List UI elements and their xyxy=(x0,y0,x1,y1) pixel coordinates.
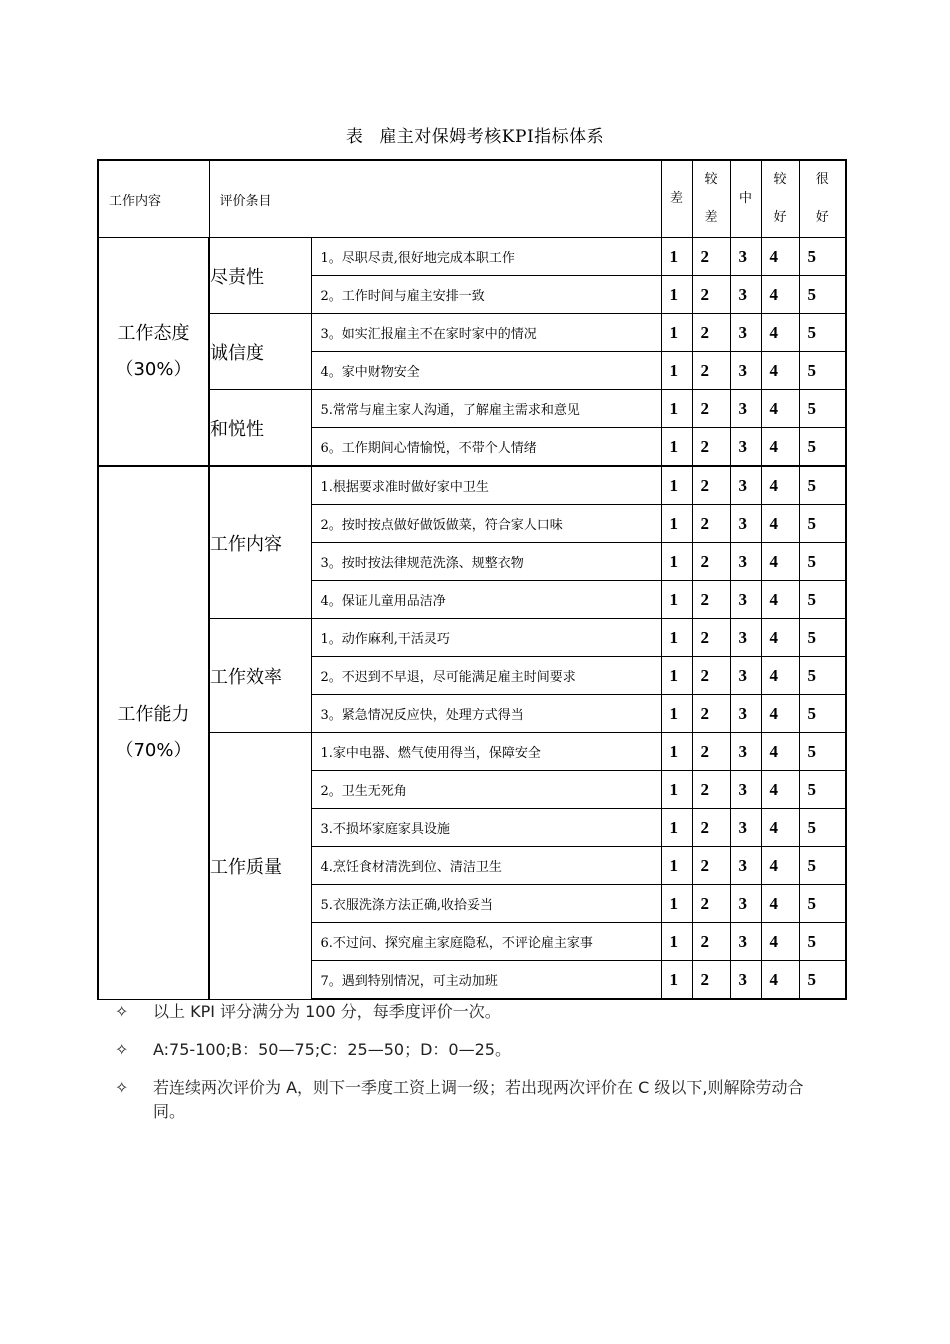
score-option-1[interactable]: 1 xyxy=(661,505,692,543)
score-option-3[interactable]: 3 xyxy=(730,505,761,543)
score-option-4[interactable]: 4 xyxy=(761,428,799,467)
header-score-2: 较 差 xyxy=(692,160,730,238)
score-option-3[interactable]: 3 xyxy=(730,847,761,885)
score-option-3[interactable]: 3 xyxy=(730,771,761,809)
criterion-text: 2。不迟到不早退，尽可能满足雇主时间要求 xyxy=(311,657,661,695)
page-title xyxy=(0,122,950,147)
score-option-5[interactable]: 5 xyxy=(799,543,846,581)
category-cell xyxy=(98,238,209,467)
score-option-2[interactable]: 2 xyxy=(692,771,730,809)
score-option-3[interactable]: 3 xyxy=(730,619,761,657)
criterion-text: 1。尽职尽责,很好地完成本职工作 xyxy=(311,238,661,276)
score-option-1[interactable]: 1 xyxy=(661,961,692,1000)
criterion-text: 5.常常与雇主家人沟通，了解雇主需求和意见 xyxy=(311,390,661,428)
subcategory-cell: 尽责性 xyxy=(209,238,311,314)
score-option-5[interactable]: 5 xyxy=(799,238,846,276)
criterion-text: 3。如实汇报雇主不在家时家中的情况 xyxy=(311,314,661,352)
score-option-1[interactable]: 1 xyxy=(661,390,692,428)
score-option-5[interactable]: 5 xyxy=(799,581,846,619)
score-option-1[interactable]: 1 xyxy=(661,581,692,619)
header-score-5: 很 好 xyxy=(799,160,846,238)
score-option-2[interactable]: 2 xyxy=(692,847,730,885)
score-option-3[interactable]: 3 xyxy=(730,276,761,314)
score-option-5[interactable]: 5 xyxy=(799,847,846,885)
score-option-5[interactable]: 5 xyxy=(799,505,846,543)
note-item: ✧ A:75-100;B：50—75;C：25—50；D：0—25。 xyxy=(115,1038,835,1062)
score-option-5[interactable]: 5 xyxy=(799,428,846,467)
score-option-5[interactable]: 5 xyxy=(799,885,846,923)
score-option-5[interactable]: 5 xyxy=(799,657,846,695)
score-option-4[interactable]: 4 xyxy=(761,657,799,695)
score-option-2[interactable]: 2 xyxy=(692,238,730,276)
diamond-bullet-icon: ✧ xyxy=(115,1002,129,1021)
score-option-3[interactable]: 3 xyxy=(730,428,761,467)
criterion-text: 4。家中财物安全 xyxy=(311,352,661,390)
score-option-4[interactable]: 4 xyxy=(761,505,799,543)
criterion-text: 3。按时按法律规范洗涤、规整衣物 xyxy=(311,543,661,581)
criterion-text: 4。保证儿童用品洁净 xyxy=(311,581,661,619)
score-option-4[interactable]: 4 xyxy=(761,771,799,809)
score-option-3[interactable]: 3 xyxy=(730,466,761,505)
score-option-3[interactable]: 3 xyxy=(730,390,761,428)
category-name: 工作态度 xyxy=(117,322,190,344)
score-option-1[interactable]: 1 xyxy=(661,619,692,657)
score-option-1[interactable]: 1 xyxy=(661,543,692,581)
score-option-2[interactable]: 2 xyxy=(692,695,730,733)
score-option-1[interactable]: 1 xyxy=(661,923,692,961)
score-option-3[interactable]: 3 xyxy=(730,695,761,733)
criterion-text: 2。工作时间与雇主安排一致 xyxy=(311,276,661,314)
title-text: 雇主对保姆考核KPI指标体系 xyxy=(379,127,605,147)
score-option-2[interactable]: 2 xyxy=(692,657,730,695)
score-option-4[interactable]: 4 xyxy=(761,276,799,314)
category-cell xyxy=(98,466,209,999)
table-header-row xyxy=(98,160,846,238)
score-option-2[interactable]: 2 xyxy=(692,923,730,961)
score-option-5[interactable]: 5 xyxy=(799,352,846,390)
category-name: 工作能力 xyxy=(117,703,190,725)
score-option-2[interactable]: 2 xyxy=(692,428,730,467)
score-option-3[interactable]: 3 xyxy=(730,543,761,581)
subcategory-cell: 工作质量 xyxy=(209,733,311,1000)
criterion-text: 6。工作期间心情愉悦，不带个人情绪 xyxy=(311,428,661,467)
table-row xyxy=(98,238,846,276)
score-option-2[interactable]: 2 xyxy=(692,809,730,847)
criterion-text: 2。按时按点做好做饭做菜，符合家人口味 xyxy=(311,505,661,543)
score-option-4[interactable]: 4 xyxy=(761,733,799,771)
score-option-4[interactable]: 4 xyxy=(761,314,799,352)
score-option-5[interactable]: 5 xyxy=(799,961,846,1000)
criterion-text: 1。动作麻利,干活灵巧 xyxy=(311,619,661,657)
score-option-1[interactable]: 1 xyxy=(661,771,692,809)
score-option-5[interactable]: 5 xyxy=(799,390,846,428)
score-option-4[interactable]: 4 xyxy=(761,581,799,619)
score-option-3[interactable]: 3 xyxy=(730,238,761,276)
subcategory-cell: 工作效率 xyxy=(209,619,311,733)
score-option-4[interactable]: 4 xyxy=(761,390,799,428)
score-option-3[interactable]: 3 xyxy=(730,923,761,961)
score-option-5[interactable]: 5 xyxy=(799,733,846,771)
header-items: 评价条目 xyxy=(209,160,661,238)
criterion-text: 3.不损坏家庭家具设施 xyxy=(311,809,661,847)
criterion-text: 7。遇到特别情况，可主动加班 xyxy=(311,961,661,1000)
score-option-5[interactable]: 5 xyxy=(799,314,846,352)
criterion-text: 6.不过问、探究雇主家庭隐私，不评论雇主家事 xyxy=(311,923,661,961)
score-option-3[interactable]: 3 xyxy=(730,581,761,619)
score-option-2[interactable]: 2 xyxy=(692,390,730,428)
score-option-1[interactable]: 1 xyxy=(661,885,692,923)
score-option-2[interactable]: 2 xyxy=(692,543,730,581)
score-option-1[interactable]: 1 xyxy=(661,314,692,352)
criterion-text: 1.家中电器、燃气使用得当，保障安全 xyxy=(311,733,661,771)
score-option-5[interactable]: 5 xyxy=(799,276,846,314)
score-option-2[interactable]: 2 xyxy=(692,352,730,390)
score-option-4[interactable]: 4 xyxy=(761,619,799,657)
score-option-5[interactable]: 5 xyxy=(799,771,846,809)
score-option-5[interactable]: 5 xyxy=(799,619,846,657)
score-option-1[interactable]: 1 xyxy=(661,238,692,276)
score-option-2[interactable]: 2 xyxy=(692,733,730,771)
title-prefix: 表 xyxy=(345,127,364,147)
header-content: 工作内容 xyxy=(98,160,209,238)
score-option-3[interactable]: 3 xyxy=(730,733,761,771)
score-option-2[interactable]: 2 xyxy=(692,619,730,657)
score-option-2[interactable]: 2 xyxy=(692,276,730,314)
score-option-4[interactable]: 4 xyxy=(761,238,799,276)
category-weight: （30%） xyxy=(115,358,192,380)
score-option-4[interactable]: 4 xyxy=(761,695,799,733)
diamond-bullet-icon: ✧ xyxy=(115,1040,129,1059)
score-option-4[interactable]: 4 xyxy=(761,885,799,923)
note-item: ✧ 若连续两次评价为 A，则下一季度工资上调一级；若出现两次评价在 C 级以下,则解除劳动合同。 xyxy=(115,1076,835,1124)
note-item: ✧ 以上 KPI 评分满分为 100 分，每季度评价一次。 xyxy=(115,1000,835,1024)
score-option-2[interactable]: 2 xyxy=(692,505,730,543)
score-option-3[interactable]: 3 xyxy=(730,961,761,1000)
score-option-5[interactable]: 5 xyxy=(799,809,846,847)
score-option-4[interactable]: 4 xyxy=(761,352,799,390)
score-option-4[interactable]: 4 xyxy=(761,543,799,581)
score-option-4[interactable]: 4 xyxy=(761,961,799,1000)
score-option-3[interactable]: 3 xyxy=(730,885,761,923)
header-score-1: 差 xyxy=(661,160,692,238)
score-option-4[interactable]: 4 xyxy=(761,809,799,847)
score-option-1[interactable]: 1 xyxy=(661,847,692,885)
subcategory-cell: 诚信度 xyxy=(209,314,311,390)
score-option-2[interactable]: 2 xyxy=(692,885,730,923)
criterion-text: 4.烹饪食材清洗到位、清洁卫生 xyxy=(311,847,661,885)
score-option-2[interactable]: 2 xyxy=(692,961,730,1000)
score-option-2[interactable]: 2 xyxy=(692,314,730,352)
score-option-1[interactable]: 1 xyxy=(661,809,692,847)
score-option-1[interactable]: 1 xyxy=(661,428,692,467)
score-option-5[interactable]: 5 xyxy=(799,923,846,961)
score-option-1[interactable]: 1 xyxy=(661,733,692,771)
score-option-3[interactable]: 3 xyxy=(730,352,761,390)
subcategory-cell: 工作内容 xyxy=(209,466,311,619)
score-option-5[interactable]: 5 xyxy=(799,695,846,733)
subcategory-cell: 和悦性 xyxy=(209,390,311,467)
criterion-text: 2。卫生无死角 xyxy=(311,771,661,809)
table-row xyxy=(98,466,846,505)
score-option-2[interactable]: 2 xyxy=(692,581,730,619)
table-row xyxy=(98,314,846,352)
score-option-1[interactable]: 1 xyxy=(661,276,692,314)
score-option-3[interactable]: 3 xyxy=(730,657,761,695)
score-option-4[interactable]: 4 xyxy=(761,466,799,505)
kpi-table xyxy=(97,159,847,1000)
score-option-4[interactable]: 4 xyxy=(761,923,799,961)
score-option-3[interactable]: 3 xyxy=(730,314,761,352)
score-option-1[interactable]: 1 xyxy=(661,466,692,505)
score-option-3[interactable]: 3 xyxy=(730,809,761,847)
table-row xyxy=(98,619,846,657)
score-option-4[interactable]: 4 xyxy=(761,847,799,885)
score-option-1[interactable]: 1 xyxy=(661,695,692,733)
table-row xyxy=(98,733,846,771)
score-option-1[interactable]: 1 xyxy=(661,657,692,695)
criterion-text: 3。紧急情况反应快，处理方式得当 xyxy=(311,695,661,733)
header-score-4: 较 好 xyxy=(761,160,799,238)
notes-list xyxy=(115,1000,835,1138)
criterion-text: 5.衣服洗涤方法正确,收拾妥当 xyxy=(311,885,661,923)
score-option-2[interactable]: 2 xyxy=(692,466,730,505)
score-option-1[interactable]: 1 xyxy=(661,352,692,390)
header-score-3: 中 xyxy=(730,160,761,238)
score-option-5[interactable]: 5 xyxy=(799,466,846,505)
table-row xyxy=(98,390,846,428)
diamond-bullet-icon: ✧ xyxy=(115,1078,129,1097)
category-weight: （70%） xyxy=(115,739,192,761)
criterion-text: 1.根据要求准时做好家中卫生 xyxy=(311,466,661,505)
